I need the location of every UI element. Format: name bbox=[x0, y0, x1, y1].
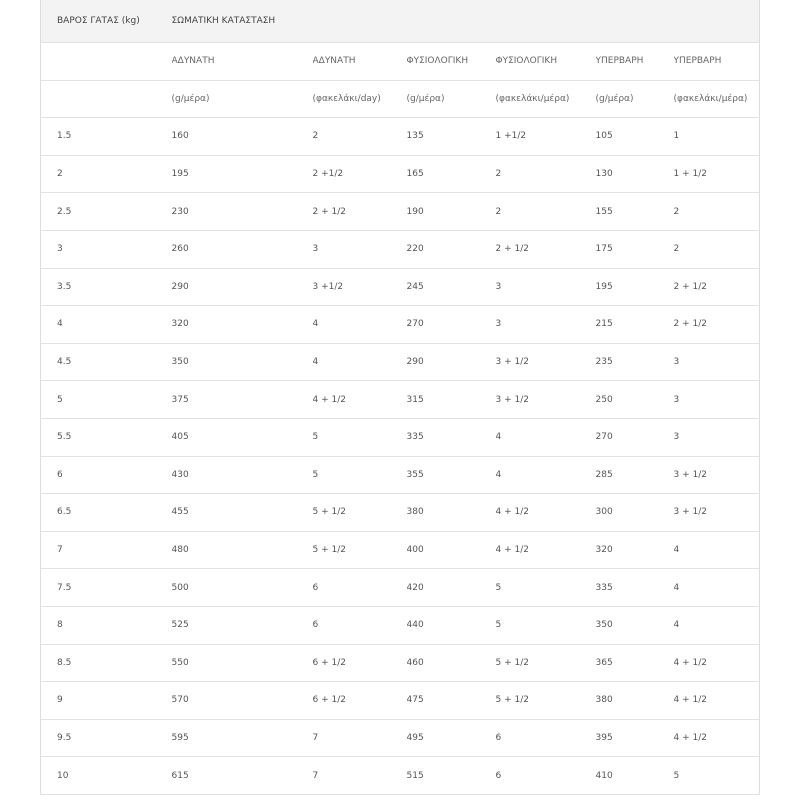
unit-header: (g/μέρα) bbox=[172, 80, 313, 118]
portion-cell: 4 bbox=[674, 531, 760, 569]
portion-cell: 395 bbox=[596, 719, 674, 757]
portion-cell: 235 bbox=[596, 343, 674, 381]
weight-cell: 9 bbox=[41, 682, 172, 720]
portion-cell: 2 bbox=[496, 155, 596, 193]
table-row bbox=[41, 757, 760, 795]
portion-cell: 6 bbox=[496, 757, 596, 795]
weight-cell: 7 bbox=[41, 531, 172, 569]
weight-cell: 6.5 bbox=[41, 494, 172, 532]
unit-header: (φακελάκι/μέρα) bbox=[674, 80, 760, 118]
portion-cell: 7 bbox=[313, 719, 407, 757]
weight-cell: 6 bbox=[41, 456, 172, 494]
table-row bbox=[41, 682, 760, 720]
portion-cell: 455 bbox=[172, 494, 313, 532]
portion-cell: 4 + 1/2 bbox=[674, 682, 760, 720]
portion-cell: 2 + 1/2 bbox=[313, 193, 407, 231]
portion-cell: 195 bbox=[596, 268, 674, 306]
portion-cell: 4 bbox=[496, 456, 596, 494]
portion-cell: 2 + 1/2 bbox=[674, 306, 760, 344]
portion-cell: 245 bbox=[407, 268, 496, 306]
portion-cell: 430 bbox=[172, 456, 313, 494]
weight-cell: 3 bbox=[41, 230, 172, 268]
portion-cell: 3 bbox=[496, 268, 596, 306]
portion-cell: 1 + 1/2 bbox=[674, 155, 760, 193]
portion-cell: 2 bbox=[674, 193, 760, 231]
weight-cell: 1.5 bbox=[41, 118, 172, 156]
portion-cell: 3 bbox=[674, 343, 760, 381]
portion-cell: 3 + 1/2 bbox=[674, 494, 760, 532]
feeding-table bbox=[40, 0, 760, 795]
portion-cell: 375 bbox=[172, 381, 313, 419]
portion-cell: 165 bbox=[407, 155, 496, 193]
portion-cell: 315 bbox=[407, 381, 496, 419]
portion-cell: 495 bbox=[407, 719, 496, 757]
condition-header: ΦΥΣΙΟΛΟΓΙΚΗ bbox=[407, 43, 496, 81]
portion-cell: 525 bbox=[172, 606, 313, 644]
portion-cell: 4 + 1/2 bbox=[496, 531, 596, 569]
condition-header: ΦΥΣΙΟΛΟΓΙΚΗ bbox=[496, 43, 596, 81]
portion-cell: 410 bbox=[596, 757, 674, 795]
portion-cell: 460 bbox=[407, 644, 496, 682]
body-condition-header: ΣΩΜΑΤΙΚΗ ΚΑΤΑΣΤΑΣΗ bbox=[172, 0, 760, 43]
portion-cell: 1 +1/2 bbox=[496, 118, 596, 156]
portion-cell: 2 + 1/2 bbox=[496, 230, 596, 268]
portion-cell: 4 bbox=[674, 569, 760, 607]
portion-cell: 320 bbox=[596, 531, 674, 569]
portion-cell: 5 + 1/2 bbox=[313, 531, 407, 569]
portion-cell: 270 bbox=[596, 418, 674, 456]
portion-cell: 5 bbox=[496, 606, 596, 644]
portion-cell: 595 bbox=[172, 719, 313, 757]
portion-cell: 2 bbox=[674, 230, 760, 268]
table-row bbox=[41, 306, 760, 344]
weight-cell: 8.5 bbox=[41, 644, 172, 682]
portion-cell: 570 bbox=[172, 682, 313, 720]
portion-cell: 335 bbox=[596, 569, 674, 607]
portion-cell: 3 + 1/2 bbox=[496, 343, 596, 381]
portion-cell: 350 bbox=[596, 606, 674, 644]
unit-header: (φακελάκι/μέρα) bbox=[496, 80, 596, 118]
table-row bbox=[41, 343, 760, 381]
portion-cell: 4 + 1/2 bbox=[496, 494, 596, 532]
portion-cell: 320 bbox=[172, 306, 313, 344]
weight-cell: 5 bbox=[41, 381, 172, 419]
portion-cell: 2 +1/2 bbox=[313, 155, 407, 193]
portion-cell: 175 bbox=[596, 230, 674, 268]
table-row bbox=[41, 268, 760, 306]
portion-cell: 4 bbox=[313, 343, 407, 381]
portion-cell: 3 +1/2 bbox=[313, 268, 407, 306]
portion-cell: 4 bbox=[496, 418, 596, 456]
portion-cell: 105 bbox=[596, 118, 674, 156]
table-row bbox=[41, 193, 760, 231]
portion-cell: 5 + 1/2 bbox=[496, 682, 596, 720]
weight-cell: 3.5 bbox=[41, 268, 172, 306]
portion-cell: 2 bbox=[496, 193, 596, 231]
portion-cell: 270 bbox=[407, 306, 496, 344]
table-row bbox=[41, 118, 760, 156]
portion-cell: 135 bbox=[407, 118, 496, 156]
weight-cell: 9.5 bbox=[41, 719, 172, 757]
portion-cell: 4 bbox=[313, 306, 407, 344]
portion-cell: 4 + 1/2 bbox=[674, 719, 760, 757]
portion-cell: 1 bbox=[674, 118, 760, 156]
portion-cell: 5 + 1/2 bbox=[496, 644, 596, 682]
portion-cell: 250 bbox=[596, 381, 674, 419]
table-header-row bbox=[41, 0, 760, 43]
condition-header: ΑΔΥΝΑΤΗ bbox=[313, 43, 407, 81]
portion-cell: 355 bbox=[407, 456, 496, 494]
portion-cell: 515 bbox=[407, 757, 496, 795]
portion-cell: 2 + 1/2 bbox=[674, 268, 760, 306]
portion-cell: 160 bbox=[172, 118, 313, 156]
empty-cell bbox=[41, 43, 172, 81]
portion-cell: 290 bbox=[172, 268, 313, 306]
portion-cell: 3 + 1/2 bbox=[496, 381, 596, 419]
portion-cell: 3 bbox=[496, 306, 596, 344]
portion-cell: 3 bbox=[674, 418, 760, 456]
portion-cell: 6 bbox=[496, 719, 596, 757]
portion-cell: 2 bbox=[313, 118, 407, 156]
portion-cell: 5 bbox=[313, 418, 407, 456]
portion-cell: 480 bbox=[172, 531, 313, 569]
portion-cell: 335 bbox=[407, 418, 496, 456]
portion-cell: 220 bbox=[407, 230, 496, 268]
empty-cell bbox=[41, 80, 172, 118]
weight-cell: 2 bbox=[41, 155, 172, 193]
portion-cell: 420 bbox=[407, 569, 496, 607]
portion-cell: 550 bbox=[172, 644, 313, 682]
weight-cell: 8 bbox=[41, 606, 172, 644]
condition-row bbox=[41, 43, 760, 81]
portion-cell: 285 bbox=[596, 456, 674, 494]
table-row bbox=[41, 494, 760, 532]
portion-cell: 500 bbox=[172, 569, 313, 607]
units-row bbox=[41, 80, 760, 118]
portion-cell: 4 bbox=[674, 606, 760, 644]
portion-cell: 155 bbox=[596, 193, 674, 231]
portion-cell: 6 + 1/2 bbox=[313, 682, 407, 720]
weight-cell: 7.5 bbox=[41, 569, 172, 607]
condition-header: ΑΔΥΝΑΤΗ bbox=[172, 43, 313, 81]
portion-cell: 5 bbox=[313, 456, 407, 494]
portion-cell: 190 bbox=[407, 193, 496, 231]
weight-cell: 2.5 bbox=[41, 193, 172, 231]
portion-cell: 3 bbox=[674, 381, 760, 419]
table-row bbox=[41, 719, 760, 757]
portion-cell: 5 + 1/2 bbox=[313, 494, 407, 532]
portion-cell: 6 + 1/2 bbox=[313, 644, 407, 682]
weight-header: ΒΑΡΟΣ ΓΑΤΑΣ (kg) bbox=[41, 0, 172, 43]
portion-cell: 615 bbox=[172, 757, 313, 795]
portion-cell: 365 bbox=[596, 644, 674, 682]
weight-cell: 4.5 bbox=[41, 343, 172, 381]
portion-cell: 5 bbox=[674, 757, 760, 795]
table-row bbox=[41, 418, 760, 456]
table-row bbox=[41, 381, 760, 419]
unit-header: (g/μέρα) bbox=[596, 80, 674, 118]
portion-cell: 130 bbox=[596, 155, 674, 193]
portion-cell: 380 bbox=[596, 682, 674, 720]
portion-cell: 350 bbox=[172, 343, 313, 381]
portion-cell: 195 bbox=[172, 155, 313, 193]
portion-cell: 215 bbox=[596, 306, 674, 344]
portion-cell: 6 bbox=[313, 569, 407, 607]
table-body bbox=[41, 118, 760, 795]
portion-cell: 6 bbox=[313, 606, 407, 644]
weight-cell: 5.5 bbox=[41, 418, 172, 456]
table-row bbox=[41, 230, 760, 268]
portion-cell: 475 bbox=[407, 682, 496, 720]
table-row bbox=[41, 531, 760, 569]
portion-cell: 405 bbox=[172, 418, 313, 456]
portion-cell: 4 + 1/2 bbox=[313, 381, 407, 419]
table-row bbox=[41, 569, 760, 607]
portion-cell: 7 bbox=[313, 757, 407, 795]
portion-cell: 440 bbox=[407, 606, 496, 644]
portion-cell: 400 bbox=[407, 531, 496, 569]
table-row bbox=[41, 155, 760, 193]
table-row bbox=[41, 644, 760, 682]
portion-cell: 3 bbox=[313, 230, 407, 268]
portion-cell: 380 bbox=[407, 494, 496, 532]
portion-cell: 230 bbox=[172, 193, 313, 231]
portion-cell: 260 bbox=[172, 230, 313, 268]
condition-header: ΥΠΕΡΒΑΡΗ bbox=[674, 43, 760, 81]
weight-cell: 4 bbox=[41, 306, 172, 344]
portion-cell: 5 bbox=[496, 569, 596, 607]
table-row bbox=[41, 606, 760, 644]
weight-cell: 10 bbox=[41, 757, 172, 795]
portion-cell: 290 bbox=[407, 343, 496, 381]
portion-cell: 300 bbox=[596, 494, 674, 532]
portion-cell: 3 + 1/2 bbox=[674, 456, 760, 494]
unit-header: (φακελάκι/day) bbox=[313, 80, 407, 118]
portion-cell: 4 + 1/2 bbox=[674, 644, 760, 682]
table-row bbox=[41, 456, 760, 494]
unit-header: (g/μέρα) bbox=[407, 80, 496, 118]
condition-header: ΥΠΕΡΒΑΡΗ bbox=[596, 43, 674, 81]
